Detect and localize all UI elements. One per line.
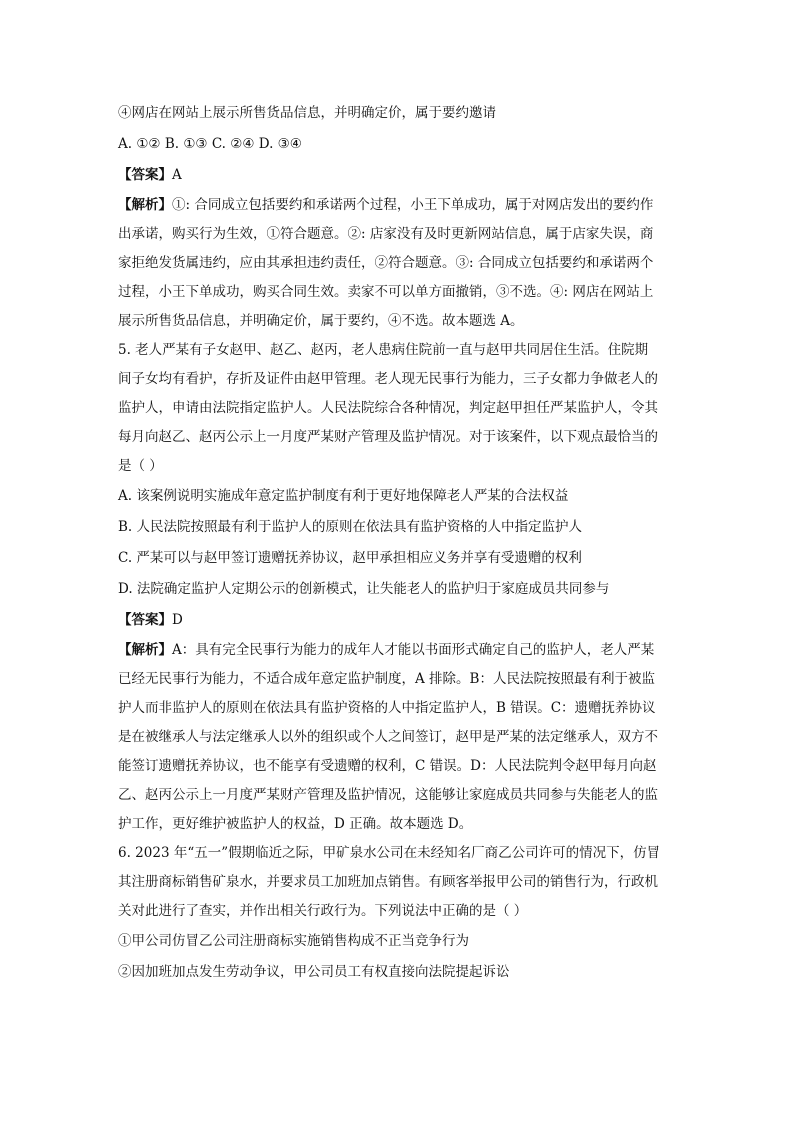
choice-c: C. 严某可以与赵甲签订遗赠抚养协议，赵甲承担相应义务并享有受遗赠的权利 (118, 550, 582, 566)
explanation-text: 乙、赵丙公示上一月度严某财产管理及监护情况，这能够让家庭成员共同参与失能老人的监 (118, 787, 658, 803)
explanation-tag: 【解析】 (118, 642, 172, 658)
choice-a: A. 该案例说明实施成年意定监护制度有利于更好地保障老人严某的合法权益 (118, 488, 569, 504)
answer-tag: 【答案】 (118, 612, 172, 628)
question-text: 其注册商标销售矿泉水，并要求员工加班加点销售。有顾客举报甲公司的销售行为，行政机 (118, 874, 658, 890)
choice-b: B. 人民法院按照最有利于监护人的原则在依法具有监护资格的人中指定监护人 (118, 519, 583, 535)
answer-tag: 【答案】 (118, 167, 172, 183)
explanation-text: 护工作，更好维护被监护人的权益，D 正确。故本题选 D。 (118, 816, 473, 832)
question-text: 5. 老人严某有子女赵甲、赵乙、赵丙，老人患病住院前一直与赵甲共同居住生活。住院期 (118, 342, 649, 358)
option-1-statement: ①甲公司仿冒乙公司注册商标实施销售构成不正当竞争行为 (118, 933, 469, 949)
explanation-text: 展示所售货品信息，并明确定价，属于要约，④不选。故本题选 A。 (118, 313, 524, 329)
question-5 (118, 336, 678, 481)
explanation-text: ①: 合同成立包括要约和承诺两个过程，小王下单成功，属于对网店发出的要约作 (172, 197, 654, 213)
answer-line-2 (118, 605, 678, 636)
document-page (118, 98, 678, 988)
answer-value: A (172, 167, 182, 183)
question-text: 是（ ） (118, 458, 163, 474)
explanation-text: 家拒绝发货属违约，应由其承担违约责任，②符合题意。③: 合同成立包括要约和承诺两个 (118, 255, 654, 271)
question-text: 6. 2023 年“五一”假期临近之际，甲矿泉水公司在未经知名厂商乙公司许可的情况下，仿冒 (118, 845, 661, 861)
answer-choices: A. ①② B. ①③ C. ②④ D. ③④ (118, 136, 302, 152)
question-text: 间子女均有看护，存折及证件由赵甲管理。老人现无民事行为能力，三子女都力争做老人的 (118, 371, 658, 387)
option-2-statement: ②因加班加点发生劳动争议，甲公司员工有权直接向法院提起诉讼 (118, 964, 510, 980)
question-text: 监护人，申请由法院指定监护人。人民法院综合各种情况，判定赵甲担任严某监护人，令其 (118, 400, 658, 416)
explanation-text: A：具有完全民事行为能力的成年人才能以书面形式确定自己的监护人，老人严某 (172, 642, 655, 658)
question-text: 关对此进行了查实，并作出相关行政行为。下列说法中正确的是（ ） (118, 903, 528, 919)
choice-d: D. 法院确定监护人定期公示的创新模式，让失能老人的监护归于家庭成员共同参与 (118, 581, 610, 597)
explanation-text: 护人而非监护人的原则在依法具有监护资格的人中指定监护人，B 错误。C：遗赠抚养协议 (118, 700, 656, 716)
answer-line-1 (118, 160, 678, 191)
explanation-text: 出承诺，购买行为生效，①符合题意。②: 店家没有及时更新网站信息，属于店家失误，商 (118, 226, 654, 242)
explanation-2 (118, 636, 678, 839)
explanation-text: 过程，小王下单成功，购买合同生效。卖家不可以单方面撤销，③不选。④: 网店在网站上 (118, 284, 654, 300)
explanation-text: 是在被继承人与法定继承人以外的组织或个人之间签订，赵甲是严某的法定继承人，双方不 (118, 729, 658, 745)
question-6 (118, 839, 678, 926)
option-4-statement: ④网店在网站上展示所售货品信息，并明确定价，属于要约邀请 (118, 105, 496, 121)
explanation-text: 已经无民事行为能力，不适合成年意定监护制度，A 排除。B：人民法院按照最有利于被监 (118, 671, 655, 687)
answer-value: D (172, 612, 183, 628)
question-text: 每月向赵乙、赵丙公示上一月度严某财产管理及监护情况。对于该案件，以下观点最恰当的 (118, 429, 658, 445)
explanation-text: 能签订遗赠抚养协议，也不能享有受遗赠的权利，C 错误。D：人民法院判令赵甲每月向赵 (118, 758, 657, 774)
explanation-1 (118, 191, 678, 336)
explanation-tag: 【解析】 (118, 197, 172, 213)
